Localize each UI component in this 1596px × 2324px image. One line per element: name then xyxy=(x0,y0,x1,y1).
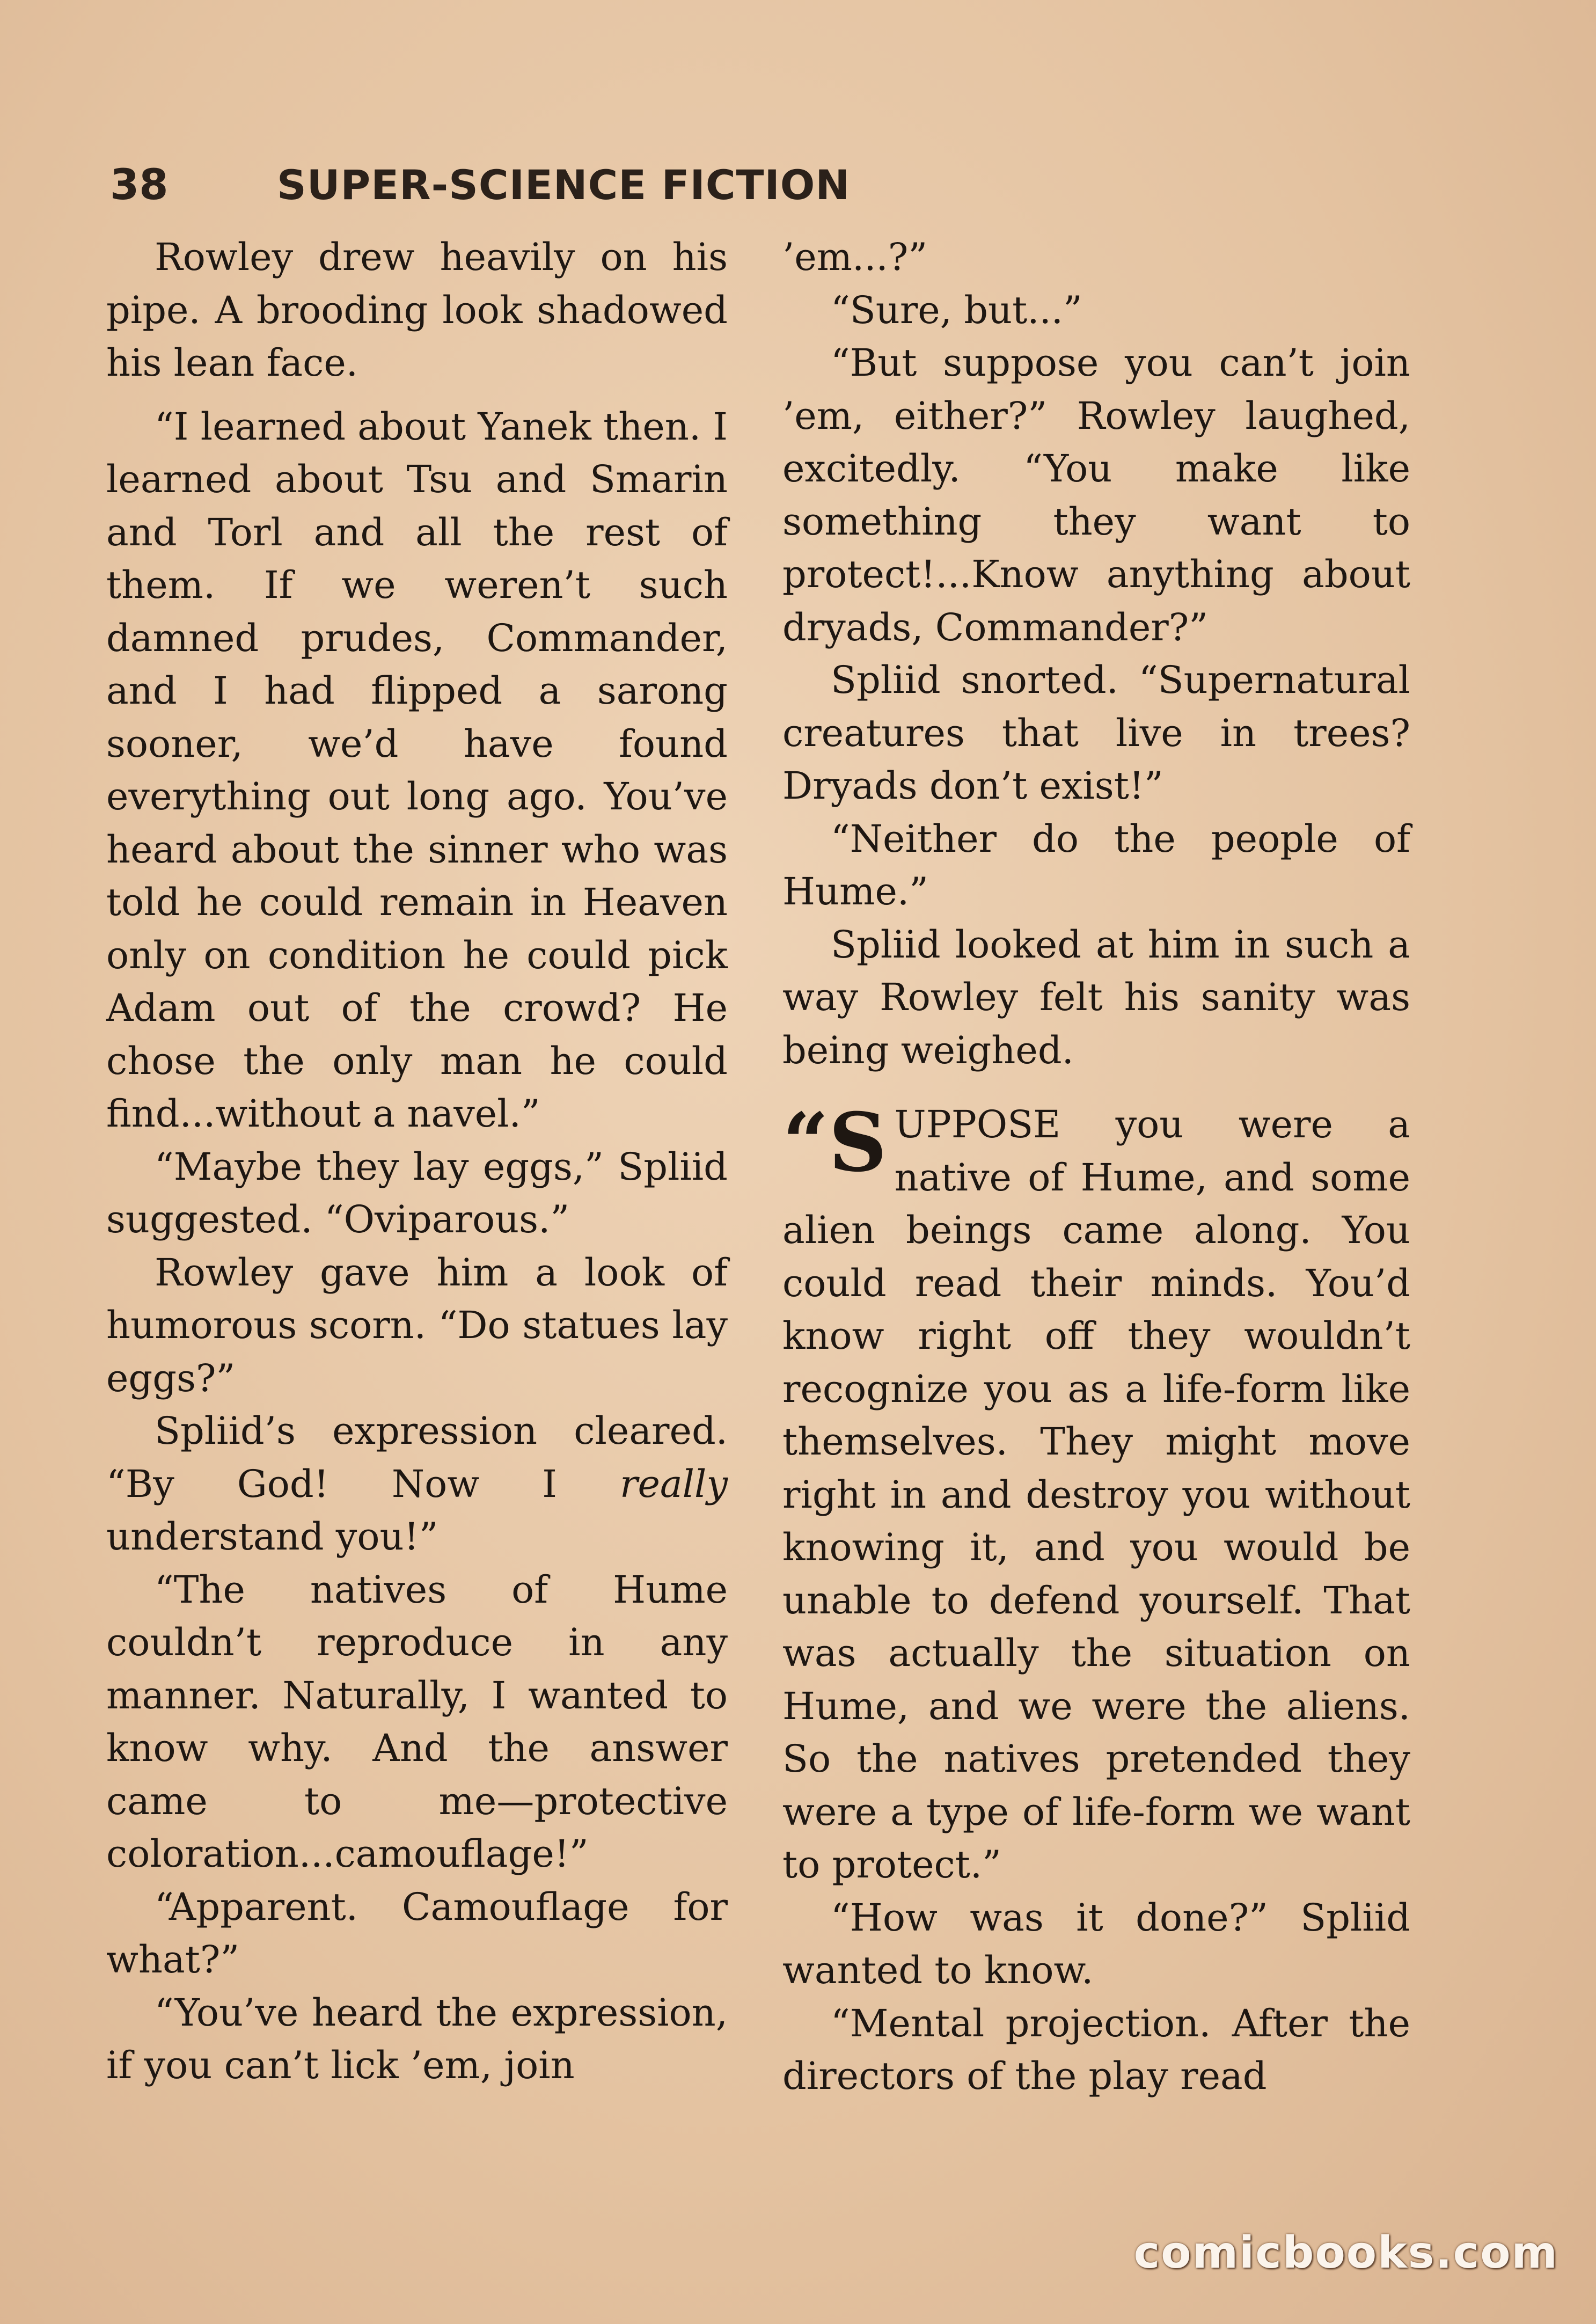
paragraph: ’em...?” xyxy=(782,235,928,279)
paragraph: “Apparent. Camouflage for what?” xyxy=(106,1884,728,1982)
paragraph: “Neither do the people of Hume.” xyxy=(782,816,1410,913)
opening-quote: “ xyxy=(782,1095,829,1190)
paragraph xyxy=(106,1405,728,1563)
paragraph: “You’ve heard the expression, if you can’t lick ’em, join xyxy=(106,1990,728,2087)
running-head: SUPER-SCIENCE FICTION xyxy=(277,161,850,209)
left-column xyxy=(106,231,728,2092)
paragraph: “How was it done?” Spliid wanted to know. xyxy=(782,1895,1410,1992)
dropcap-paragraph xyxy=(782,1095,1410,1891)
paragraph: “Maybe they lay eggs,” Spliid suggested. “Oviparous.” xyxy=(106,1144,728,1241)
right-column xyxy=(782,231,1410,2103)
watermark: comicbooks.com xyxy=(1133,2227,1558,2278)
text-run: Spliid’s expression cleared. “By God! Now I xyxy=(106,1409,728,1506)
paragraph: “I learned about Yanek then. I learned about Tsu and Smarin and Torl and all the rest of them. If we weren’t such damned prudes, Commander, and I had flipped a sarong sooner, we’d have found everything out long ago. You’ve heard about the sinner who was told he could remain in Heaven only on condition he could pick Adam out of the crowd? He chose the only man he could find...without a navel.” xyxy=(106,404,728,1136)
dropcap-initial: S xyxy=(829,1095,887,1190)
paragraph: Rowley drew heavily on his pipe. A brooding look shadowed his lean face. xyxy=(106,235,728,385)
paragraph: “Mental projection. After the directors of the play read xyxy=(782,2001,1410,2098)
text-run: understand you!” xyxy=(106,1515,438,1559)
paragraph: Rowley gave him a look of humorous scorn. “Do statues lay eggs?” xyxy=(106,1250,728,1400)
paragraph: “But suppose you can’t join ’em, either?” Rowley laughed, excitedly. “You make like something they want to protect!...Know anything about dryads, Commander?” xyxy=(782,341,1410,649)
paragraph: “The natives of Hume couldn’t reproduce in any manner. Naturally, I wanted to know why. And the answer came to me—protective coloration...camouflage!” xyxy=(106,1567,728,1876)
page-header xyxy=(110,158,1017,217)
paragraph: “Sure, but...” xyxy=(831,288,1082,332)
paragraph: Spliid looked at him in such a way Rowley felt his sanity was being weighed. xyxy=(782,922,1410,1072)
emphasis-text: really xyxy=(620,1461,728,1506)
page-number: 38 xyxy=(110,161,169,209)
dropcap-letter xyxy=(782,1095,887,1190)
paragraph: Spliid snorted. “Supernatural creatures that live in trees? Dryads don’t exist!” xyxy=(782,658,1410,808)
dropcap-text: UPPOSE you were a native of Hume, and some alien beings came along. You could read their minds. You’d know right off they wouldn’t recognize you as a life-form like themselves. They might move right in and destroy you without knowing it, and you would be unable to defend yourself. That was actually the situation on Hume, and we were the aliens. So the natives pretended they were a type of life-form we want to protect.” xyxy=(782,1102,1410,1887)
